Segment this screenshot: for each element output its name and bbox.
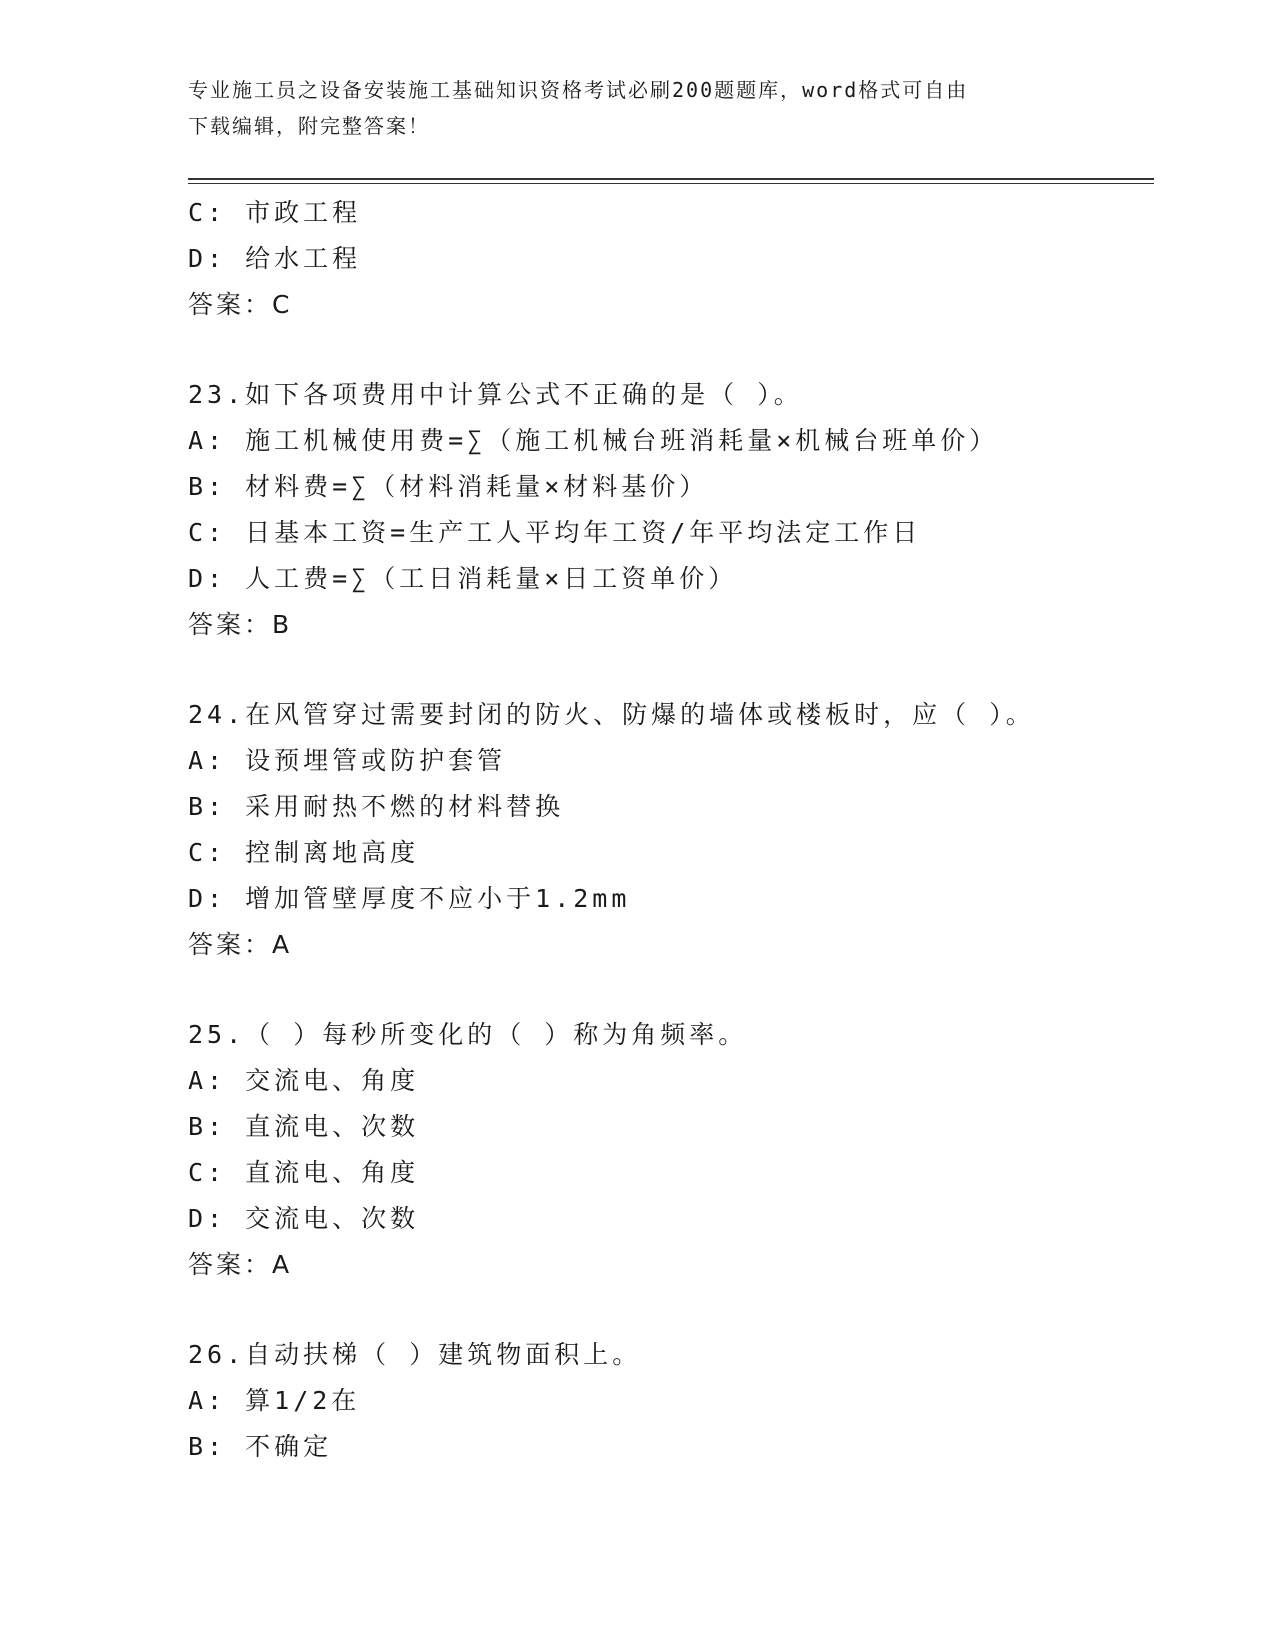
option-b: B: 不确定 (188, 1432, 333, 1461)
header-divider-thin (188, 183, 1154, 184)
option-c: C: 控制离地高度 (188, 838, 420, 867)
spacer (188, 1288, 1168, 1332)
header-title-line-1: 专业施工员之设备安装施工基础知识资格考试必刷200题题库，word格式可自由 (188, 78, 969, 102)
option-b: B: 材料费=∑（材料消耗量×材料基价） (188, 472, 709, 501)
header-title-line-2: 下载编辑，附完整答案！ (188, 114, 430, 138)
option-a: A: 设预埋管或防护套管 (188, 746, 507, 775)
answer-line: 答案：C (188, 290, 293, 319)
option-a: A: 算1/2在 (188, 1386, 361, 1415)
answer-line: 答案：A (188, 930, 293, 959)
question-stem: 25.（ ）每秒所变化的（ ）称为角频率。 (188, 1020, 748, 1049)
spacer (188, 968, 1168, 1012)
question-block-26 (188, 1332, 1168, 1470)
option-c: C: 市政工程 (188, 198, 362, 227)
option-d: D: 增加管壁厚度不应小于1.2mm (188, 884, 631, 913)
header-divider-thick (188, 178, 1154, 180)
option-b: B: 采用耐热不燃的材料替换 (188, 792, 565, 821)
option-d: D: 人工费=∑（工日消耗量×日工资单价） (188, 564, 738, 593)
answer-line: 答案：A (188, 1250, 293, 1279)
option-c: C: 直流电、角度 (188, 1158, 420, 1187)
option-c: C: 日基本工资=生产工人平均年工资/年平均法定工作日 (188, 518, 922, 547)
question-stem: 24.在风管穿过需要封闭的防火、防爆的墙体或楼板时，应（ ）。 (188, 700, 1035, 729)
document-header (188, 72, 1088, 144)
option-b: B: 直流电、次数 (188, 1112, 420, 1141)
question-stem: 26.自动扶梯（ ）建筑物面积上。 (188, 1340, 642, 1369)
option-d: D: 交流电、次数 (188, 1204, 420, 1233)
option-d: D: 给水工程 (188, 244, 362, 273)
spacer (188, 328, 1168, 372)
question-stem: 23.如下各项费用中计算公式不正确的是（ ）。 (188, 380, 803, 409)
question-block-25 (188, 1012, 1168, 1288)
question-block-23 (188, 372, 1168, 648)
question-block-24 (188, 692, 1168, 968)
option-a: A: 施工机械使用费=∑（施工机械台班消耗量×机械台班单价） (188, 426, 999, 455)
answer-line: 答案：B (188, 610, 293, 639)
question-list (188, 190, 1168, 1470)
question-block-22 (188, 190, 1168, 328)
spacer (188, 648, 1168, 692)
option-a: A: 交流电、角度 (188, 1066, 420, 1095)
